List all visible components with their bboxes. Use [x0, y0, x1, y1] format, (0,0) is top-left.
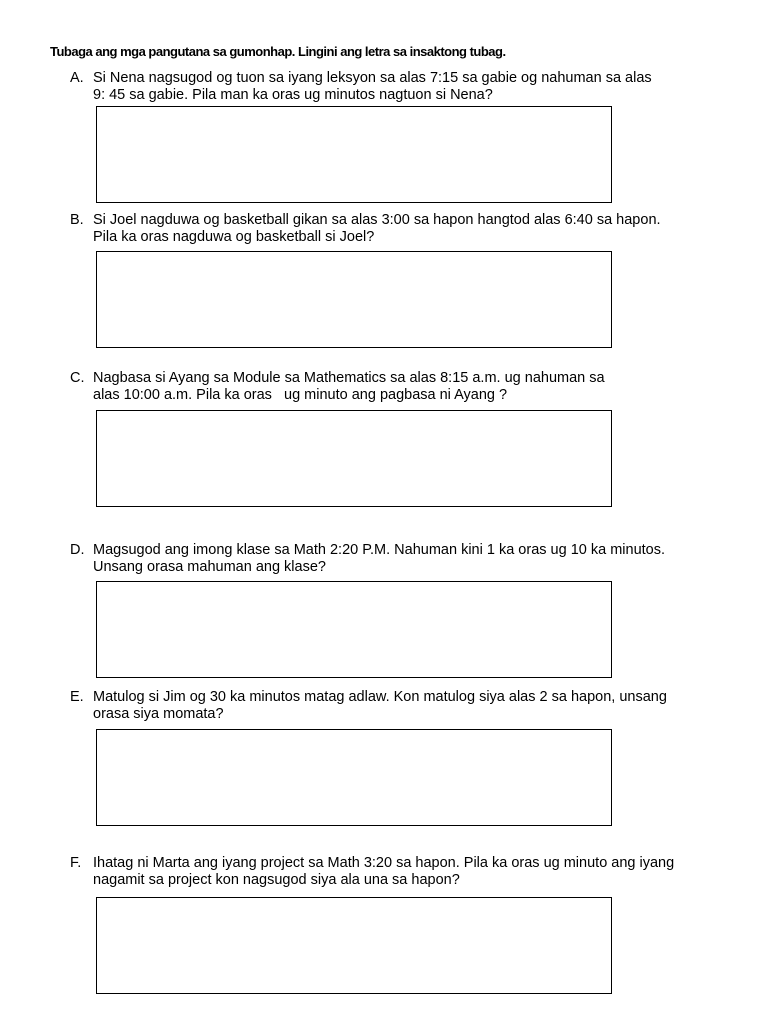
question-d-line-2: Unsang orasa mahuman ang klase? — [93, 559, 326, 575]
question-c-line-2: alas 10:00 a.m. Pila ka oras ug minuto ang pagbasa ni Ayang ? — [93, 387, 508, 403]
question-e-letter: E. — [70, 689, 84, 705]
question-c-letter: C. — [70, 370, 85, 386]
question-e-text — [70, 689, 730, 723]
question-e-line-1: Matulog si Jim og 30 ka minutos matag adlaw. Kon matulog siya alas 2 sa hapon, unsang — [93, 689, 667, 705]
question-b-line-2: Pila ka oras nagduwa og basketball si Joel? — [93, 229, 375, 245]
answer-box-d[interactable] — [96, 581, 612, 678]
question-d-line-1: Magsugod ang imong klase sa Math 2:20 P.M. Nahuman kini 1 ka oras ug 10 ka minutos. — [93, 542, 665, 558]
question-b-text — [70, 212, 730, 246]
question-c-line-1: Nagbasa si Ayang sa Module sa Mathematics sa alas 8:15 a.m. ug nahuman sa — [93, 370, 605, 386]
answer-box-a[interactable] — [96, 106, 612, 203]
question-c-text — [70, 370, 730, 404]
question-f — [70, 855, 730, 889]
question-b-line-1: Si Joel nagduwa og basketball gikan sa alas 3:00 sa hapon hangtod alas 6:40 sa hapon. — [93, 212, 661, 228]
question-f-text — [70, 855, 730, 889]
answer-box-c[interactable] — [96, 410, 612, 507]
question-f-line-1: Ihatag ni Marta ang iyang project sa Math 3:20 sa hapon. Pila ka oras ug minuto ang iyang — [93, 855, 675, 871]
instructions: Tubaga ang mga pangutana sa gumonhap. Lingini ang letra sa insaktong tubag. — [50, 44, 506, 59]
question-e-line-2: orasa siya momata? — [93, 706, 224, 722]
question-f-letter: F. — [70, 855, 82, 871]
question-a — [70, 70, 730, 104]
question-b — [70, 212, 730, 246]
question-a-letter: A. — [70, 70, 84, 86]
question-e — [70, 689, 730, 723]
question-d — [70, 542, 730, 576]
question-b-letter: B. — [70, 212, 84, 228]
answer-box-b[interactable] — [96, 251, 612, 348]
question-a-line-1: Si Nena nagsugod og tuon sa iyang leksyon sa alas 7:15 sa gabie og nahuman sa alas — [93, 70, 652, 86]
question-a-line-2: 9: 45 sa gabie. Pila man ka oras ug minutos nagtuon si Nena? — [93, 87, 493, 103]
question-d-letter: D. — [70, 542, 85, 558]
question-a-text — [70, 70, 730, 104]
answer-box-f[interactable] — [96, 897, 612, 994]
question-f-line-2: nagamit sa project kon nagsugod siya ala una sa hapon? — [93, 872, 460, 888]
answer-box-e[interactable] — [96, 729, 612, 826]
question-c — [70, 370, 730, 404]
question-d-text — [70, 542, 730, 576]
